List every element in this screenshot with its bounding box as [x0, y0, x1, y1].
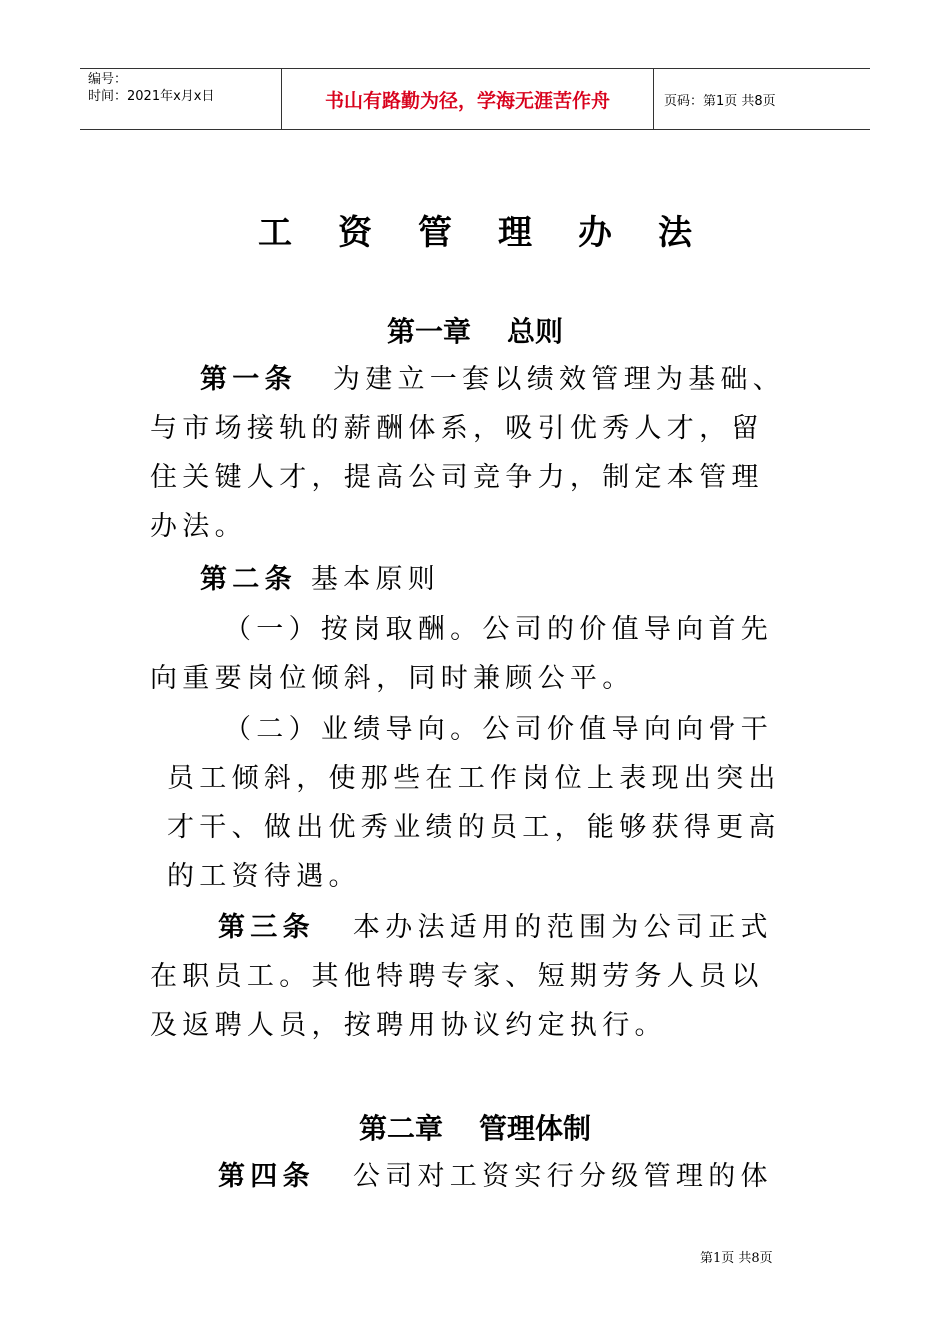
article-4: [150, 1152, 800, 1201]
article-1-line-4: 办法。: [150, 511, 247, 542]
doc-number-label: 编号：: [88, 72, 128, 87]
header-meta: [80, 69, 282, 129]
article-3-line-2: 在职员工。其他特聘专家、短期劳务人员以: [150, 961, 764, 992]
article-3-line-1: 本办法适用的范围为公司正式: [352, 912, 773, 943]
article-1-line-1: 为建立一套以绩效管理为基础、: [332, 364, 786, 395]
principle-item-2: [150, 705, 800, 901]
article-1-line-2: 与市场接轨的薪酬体系，吸引优秀人才，留: [150, 413, 764, 444]
item-2-line-2: 员工倾斜，使那些在工作岗位上表现出突出: [167, 763, 781, 794]
document-title: 工资管理办法: [258, 213, 738, 253]
header-motto: 书山有路勤为径，学海无涯苦作舟: [282, 69, 654, 129]
chapter-1-number: 第一章: [386, 315, 471, 348]
item-2-line-4: 的工资待遇。: [167, 861, 361, 892]
article-2-label: 第二条: [200, 564, 297, 595]
article-3-line-3: 及返聘人员，按聘用协议约定执行。: [150, 1010, 667, 1041]
header-page-info: 页码：第1页 共8页: [664, 93, 776, 109]
page-header: [80, 68, 870, 130]
article-3-label: 第三条: [218, 912, 315, 943]
item-1-line-2: 向重要岗位倾斜，同时兼顾公平。: [150, 663, 635, 694]
item-1-line-1: （一）按岗取酬。公司的价值导向首先: [224, 614, 774, 645]
article-2-text: 基本原则: [310, 564, 441, 595]
article-3: [150, 903, 800, 1050]
doc-time-label: 时间：2021年x月x日: [88, 89, 215, 104]
principle-item-1: [150, 605, 800, 703]
chapter-2-name: 管理体制: [479, 1112, 592, 1145]
article-1-line-3: 住关键人才，提高公司竞争力，制定本管理: [150, 462, 764, 493]
chapter-2-number: 第二章: [358, 1112, 443, 1145]
article-4-label: 第四条: [218, 1161, 315, 1192]
article-2: [150, 555, 800, 604]
page-footer: 第1页 共8页: [700, 1251, 773, 1266]
article-1-label: 第一条: [200, 364, 297, 395]
chapter-1-name: 总则: [507, 315, 564, 348]
article-1: [150, 355, 800, 551]
chapter-1-heading: [0, 310, 950, 350]
item-2-line-3: 才干、做出优秀业绩的员工，能够获得更高: [167, 812, 781, 843]
article-4-line-1: 公司对工资实行分级管理的体: [352, 1161, 773, 1192]
chapter-2-heading: [0, 1107, 950, 1147]
item-2-line-1: （二）业绩导向。公司价值导向向骨干: [224, 714, 774, 745]
